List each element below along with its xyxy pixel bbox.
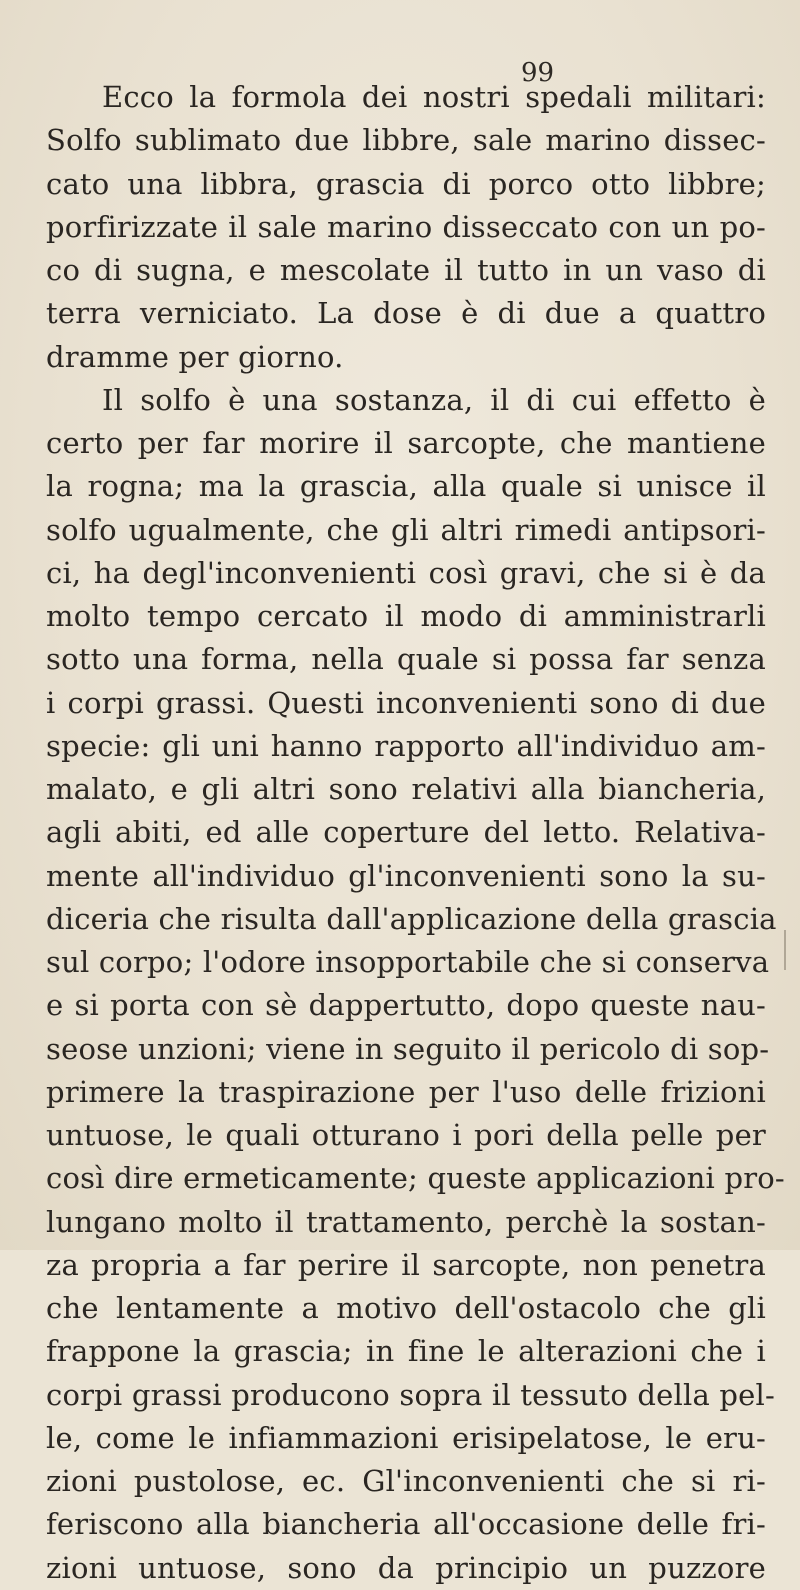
page-number: 99 [521,58,555,88]
text-line: ci, ha degl'inconvenienti così gravi, che si è da [46,555,766,590]
text-line: agli abiti, ed alle coperture del letto. Relativa- [46,815,766,850]
text-line: seose unzioni; viene in seguito il pericolo di sop- [46,1031,770,1066]
text-line: lungano molto il trattamento, perchè la sostan- [46,1204,766,1239]
text-line: i corpi grassi. Questi inconvenienti sono di due [46,685,766,720]
text-line: e si porta con sè dappertutto, dopo queste nau- [46,988,766,1023]
text-line: molto tempo cercato il modo di amministrarli [46,599,766,633]
text-line: porfirizzate il sale marino disseccato con un po- [46,209,766,244]
text-line: specie: gli uni hanno rapporto all'individuo am- [46,728,766,763]
text-line: corpi grassi producono sopra il tessuto della pel- [46,1377,775,1412]
text-line: untuose, le quali otturano i pori della pelle per [46,1118,766,1152]
text-line: diceria che risulta dall'applicazione della grascia [46,901,777,936]
text-line: malato, e gli altri sono relativi alla biancheria, [46,772,766,806]
text-line: Il solfo è una sostanza, il di cui effetto è [102,382,766,417]
text-line: le, come le infiammazioni erisipelatose, le eru- [46,1420,766,1455]
text-line: za propria a far perire il sarcopte, non penetra [46,1247,766,1282]
text-line: che lentamente a motivo dell'ostacolo che gli [46,1291,766,1325]
text-line: la rogna; ma la grascia, alla quale si unisce il [46,469,766,504]
text-line: terra verniciato. La dose è di due a quattro [46,296,766,331]
text-line: certo per far morire il sarcopte, che mantiene [46,426,766,460]
text-line: così dire ermeticamente; queste applicazioni pro- [46,1161,785,1196]
text-line: Ecco la formola dei nostri spedali militari: [102,80,766,114]
text-line: co di sugna, e mescolate il tutto in un vaso di [46,253,766,287]
text-line: zioni untuose, sono da principio un puzzore [46,1550,766,1585]
text-line: frappone la grascia; in fine le alterazioni che i [46,1334,766,1369]
text-line: sul corpo; l'odore insopportabile che si conserva [46,945,770,979]
body-text [46,76,785,1590]
text-line: Solfo sublimato due libbre, sale marino dissec- [46,123,766,158]
text-line: cato una libbra, grascia di porco otto libbre; [46,166,766,201]
text-line: sotto una forma, nella quale si possa far senza [46,642,766,677]
text-line: primere la traspirazione per l'uso delle frizioni [46,1074,766,1109]
text-line: mente all'individuo gl'inconvenienti sono la su- [46,858,766,893]
text-line: feriscono alla biancheria all'occasione delle fri- [46,1507,766,1542]
text-line: zioni pustolose, ec. Gl'inconvenienti che si ri- [46,1464,766,1498]
page-edge-mark [784,930,786,970]
text-line: dramme per giorno. [46,339,344,374]
text-line: solfo ugualmente, che gli altri rimedi antipsori- [46,512,766,547]
